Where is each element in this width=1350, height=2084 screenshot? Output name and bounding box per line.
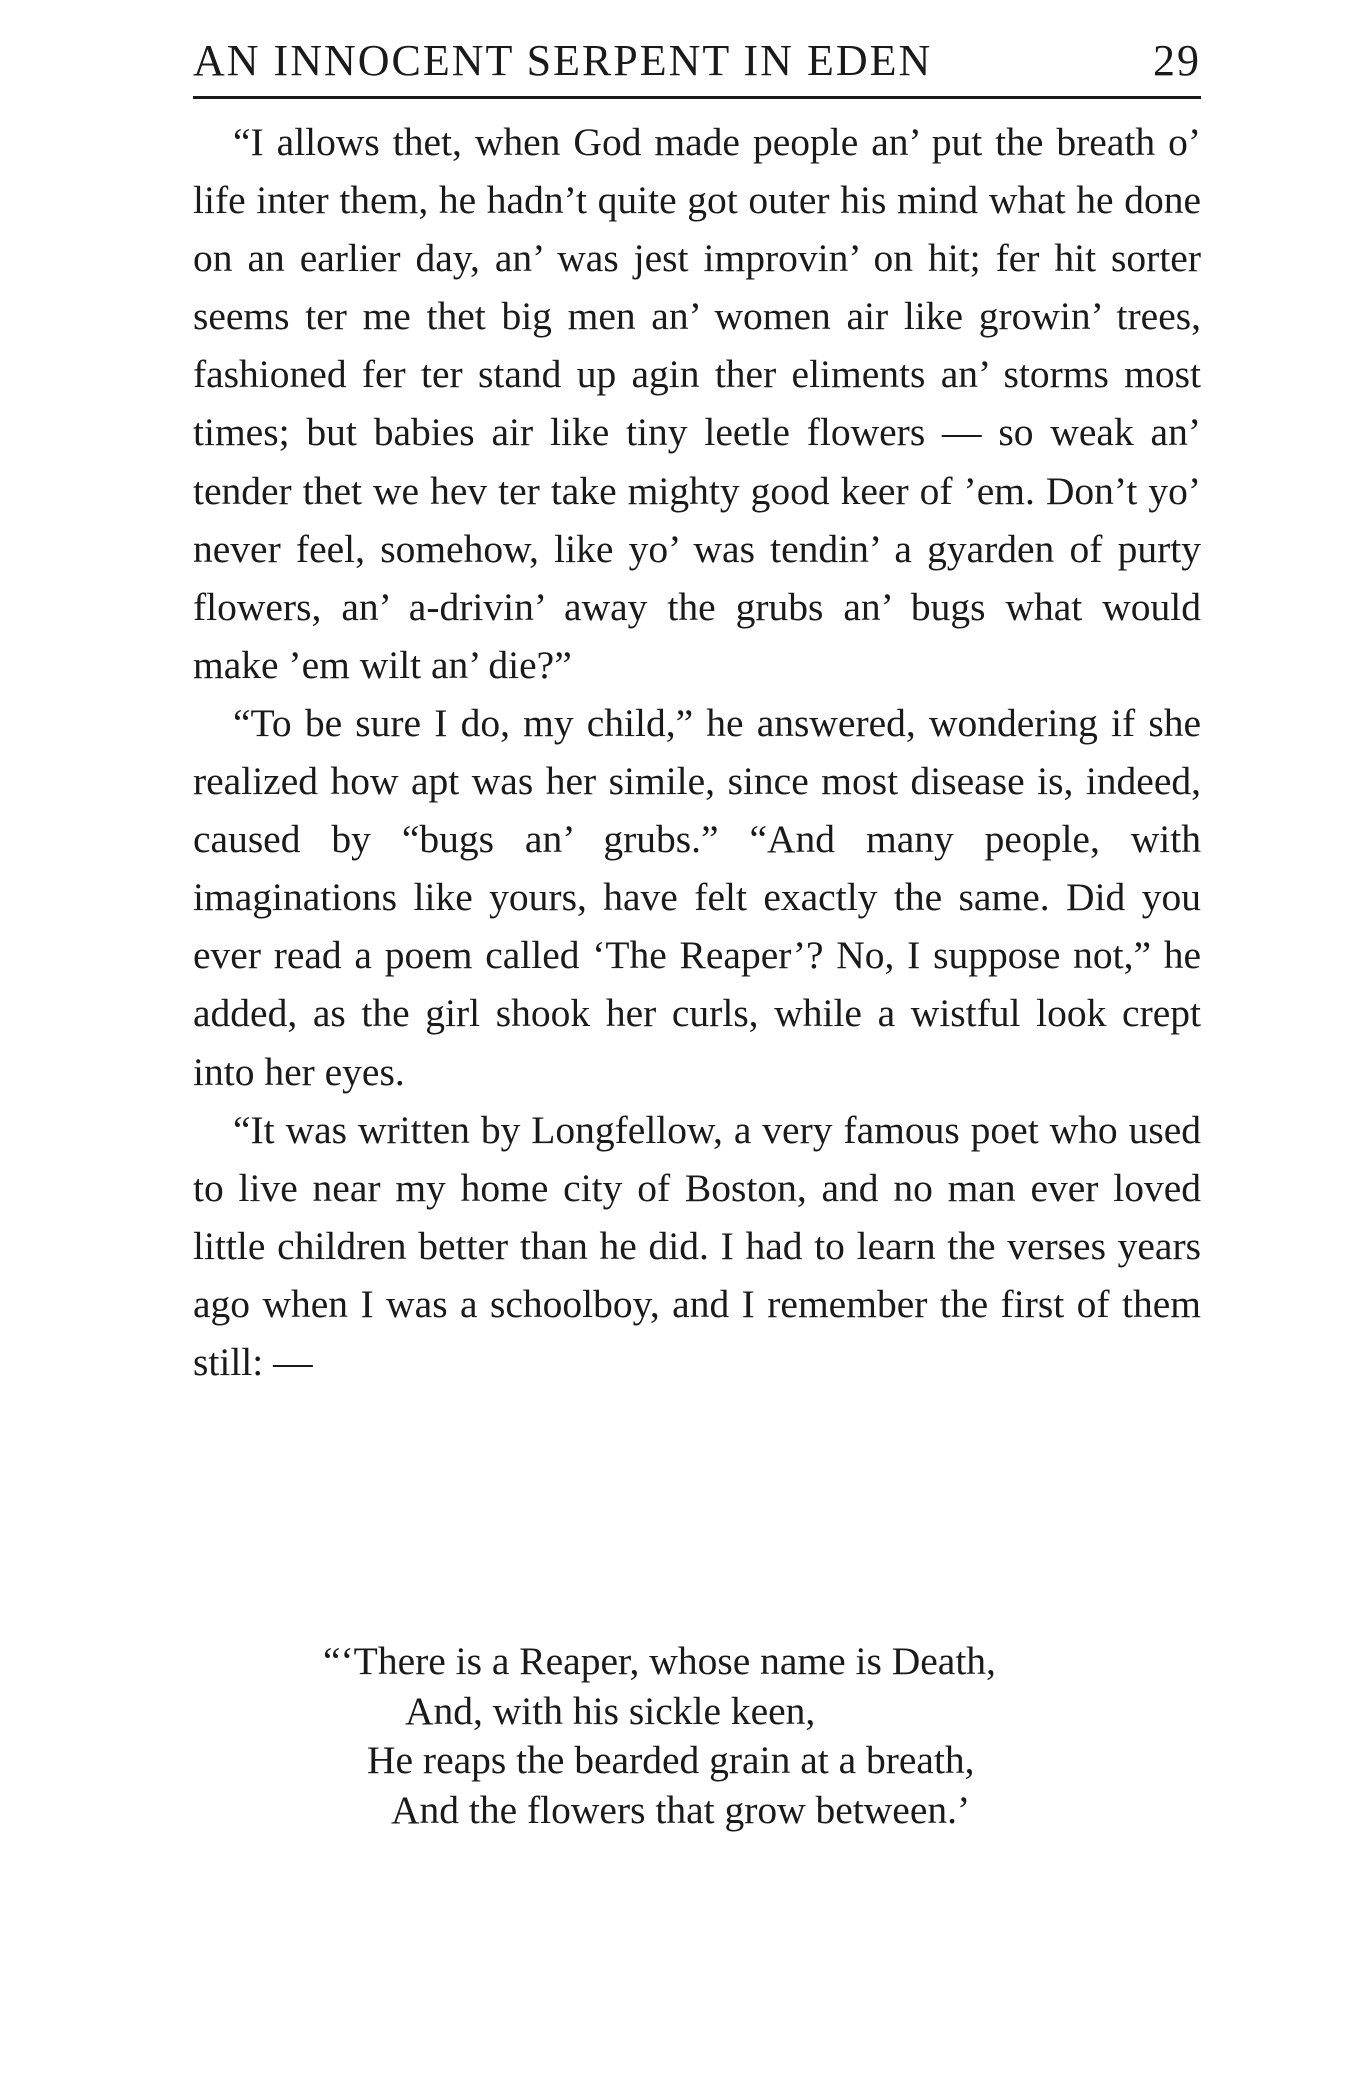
verse-line: “‘There is a Reaper, whose name is Death, xyxy=(323,1639,996,1683)
verse-block xyxy=(193,1637,1201,1835)
header-rule xyxy=(193,96,1201,99)
running-title: AN INNOCENT SERPENT IN EDEN xyxy=(193,36,933,85)
paragraph: “It was written by Longfellow, a very famous poet who used to live near my home city of Boston, and no man ever loved little children better than he did. I had to learn the verses years ago when I was a schoolboy, and I remember the first of them still: — xyxy=(193,1107,1201,1384)
paragraph: “To be sure I do, my child,” he answered, wondering if she realized how apt was her simile, since most disease is, indeed, caused by “bugs an’ grubs.” “And many people, with imaginations like yours, have felt exactly the same. Did you ever read a poem called ‘The Reaper’? No, I suppose not,” he added, as the girl shook her curls, while a wistful look crept into her eyes. xyxy=(193,700,1201,1094)
paragraph: “I allows thet, when God made people an’ put the breath o’ life inter them, he hadn’t quite got outer his mind what he done on an earlier day, an’ was jest improvin’ on hit; fer hit sorter seems ter me thet big men an’ women air like growin’ trees, fashioned fer ter stand up agin ther eliments an’ storms most times; but babies air like tiny leetle flowers — so weak an’ tender thet we hev ter take mighty good keer of ’em. Don’t yo’ never feel, somehow, like yo’ was tendin’ a gyarden of purty flowers, an’ a-drivin’ away the grubs an’ bugs what would make ’em wilt an’ die?” xyxy=(193,120,1201,687)
page-number: 29 xyxy=(1153,36,1201,85)
verse-line: And the flowers that grow between.’ xyxy=(391,1787,971,1832)
verse-line: And, with his sickle keen, xyxy=(405,1688,816,1733)
running-head xyxy=(193,26,1201,96)
body-text xyxy=(193,113,1201,1391)
verse-line: He reaps the bearded grain at a breath, xyxy=(367,1738,975,1782)
